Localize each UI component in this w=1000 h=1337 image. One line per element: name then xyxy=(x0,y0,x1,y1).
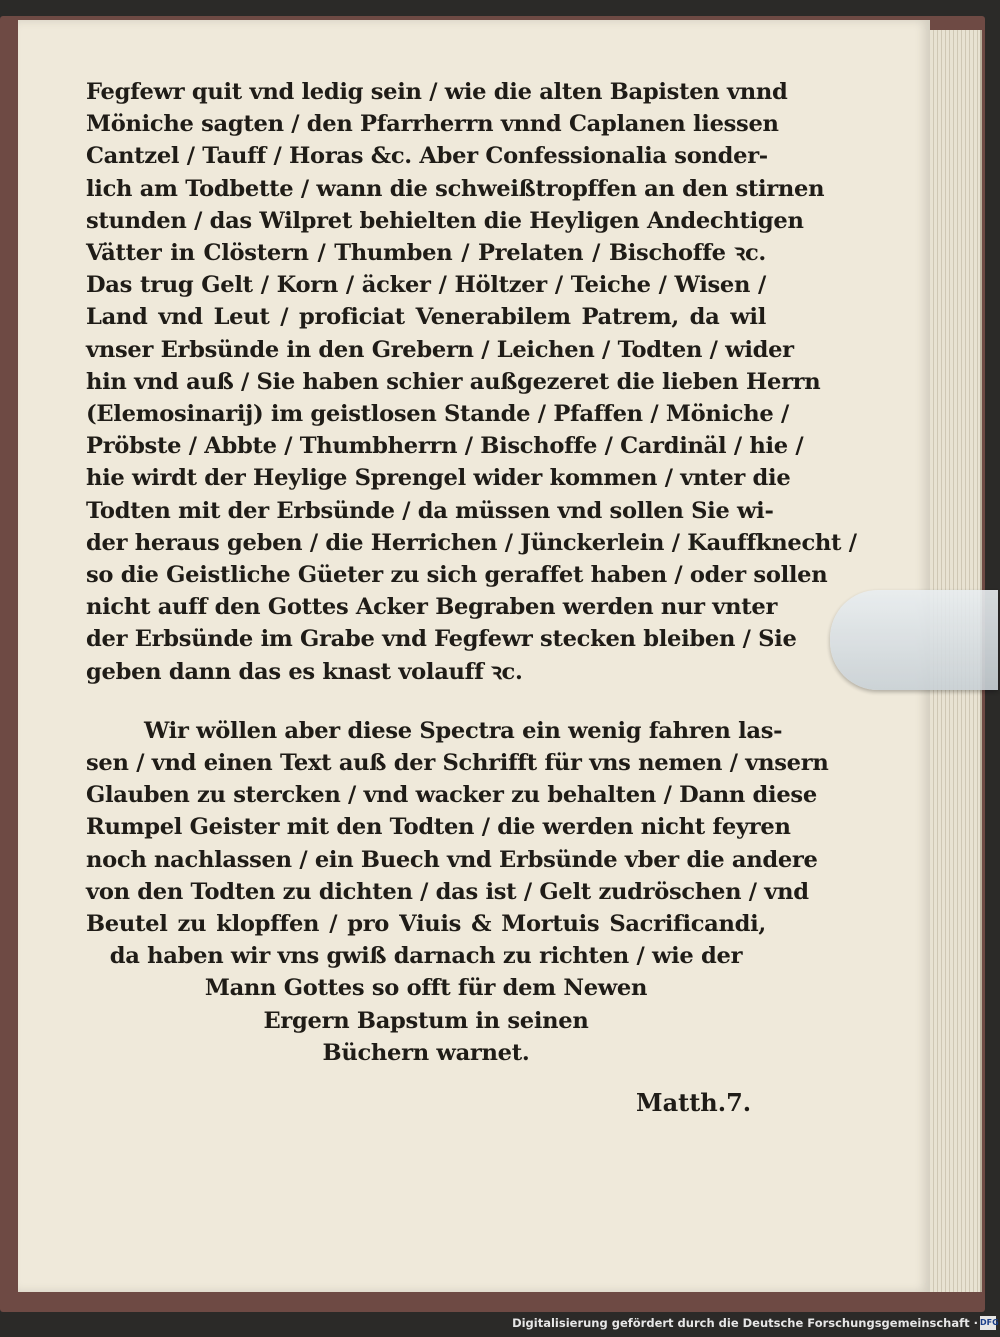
text-line: der Erbsünde im Grabe vnd Fegfewr stecken bleiben / Sie xyxy=(86,626,797,653)
text-line: Cantzel / Tauff / Horas &c. Aber Confessionalia sonder- xyxy=(86,143,768,170)
footer-credit: Digitalisierung gefördert durch die Deutsche Forschungsgemeinschaft · xyxy=(512,1316,978,1330)
text-line: Möniche sagten / den Pfarrherrn vnnd Caplanen liessen xyxy=(86,111,779,138)
text-line: noch nachlassen / ein Buech vnd Erbsünde vber die andere xyxy=(86,846,818,873)
text-line: Das trug Gelt / Korn / äcker / Höltzer / Teiche / Wisen / xyxy=(86,272,766,299)
text-line: hie wirdt der Heylige Sprengel wider kommen / vnter die xyxy=(86,465,791,492)
text-line: Todten mit der Erbsünde / da müssen vnd sollen Sie wi- xyxy=(86,497,774,524)
page-clip xyxy=(830,590,998,690)
text-line: lich am Todbette / wann die schweißtropffen an den stirnen xyxy=(86,175,825,202)
text-line: der heraus geben / die Herrichen / Jünckerlein / Kauffknecht / xyxy=(86,529,857,556)
text-line: Glauben zu stercken / vnd wacker zu behalten / Dann diese xyxy=(86,782,817,809)
text-line: sen / vnd einen Text auß der Schrifft für vns nemen / vnsern xyxy=(86,750,829,777)
text-line: geben dann das es knast volauff ꝛc. xyxy=(86,658,523,685)
page-text xyxy=(86,76,857,1069)
text-line: nicht auff den Gottes Acker Begraben werden nur vnter xyxy=(86,594,778,621)
text-line: stunden / das Wilpret behielten die Heyligen Andechtigen xyxy=(86,207,804,234)
text-line: (Elemosinarij) im geistlosen Stande / Pfaffen / Möniche / xyxy=(86,401,789,428)
text-line: Fegfewr quit vnd ledig sein / wie die alten Bapisten vnnd xyxy=(86,79,788,105)
dfg-logo: DFG xyxy=(980,1316,996,1330)
text-line: Vätter in Clöstern / Thumben / Prelaten / Bischoffe ꝛc. xyxy=(86,240,766,267)
text-line: Pröbste / Abbte / Thumbherrn / Bischoffe / Cardinäl / hie / xyxy=(86,433,804,460)
catchword: Matth.7. xyxy=(636,1088,752,1117)
text-line: Wir wöllen aber diese Spectra ein wenig fahren las- xyxy=(144,717,783,744)
text-line: hin vnd auß / Sie haben schier außgezeret die lieben Herrn xyxy=(86,368,821,395)
paragraph-gap xyxy=(86,688,766,715)
text-line: Ergern Bapstum in seinen xyxy=(263,1007,589,1034)
text-line: da haben wir vns gwiß darnach zu richten / wie der xyxy=(109,943,743,970)
text-line: vnser Erbsünde in den Grebern / Leichen / Todten / wider xyxy=(86,336,794,363)
text-line: Land vnd Leut / proficiat Venerabilem Patrem, da wil xyxy=(86,304,766,331)
text-line: Beutel zu klopffen / pro Viuis & Mortuis Sacrificandi, xyxy=(86,911,766,938)
text-line: Büchern warnet. xyxy=(322,1039,530,1066)
text-line: von den Todten zu dichten / das ist / Gelt zudröschen / vnd xyxy=(86,878,809,905)
text-line: so die Geistliche Güeter zu sich geraffet haben / oder sollen xyxy=(86,562,828,589)
text-line: Rumpel Geister mit den Todten / die werden nicht feyren xyxy=(86,814,791,841)
text-line: Mann Gottes so offt für dem Newen xyxy=(204,975,648,1002)
